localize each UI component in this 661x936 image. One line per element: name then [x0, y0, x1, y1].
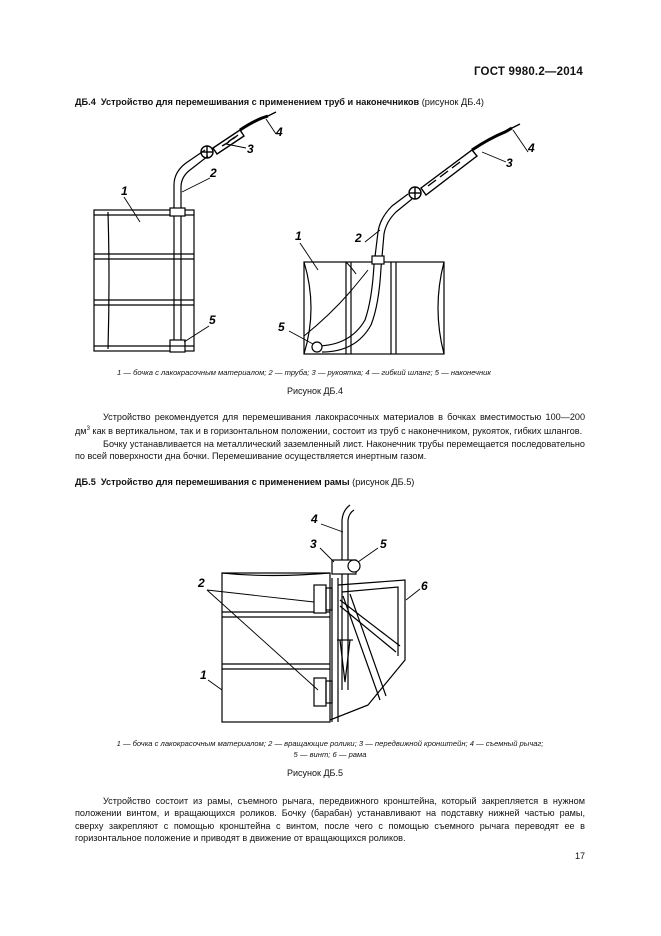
db5-label-6: 6 — [421, 579, 428, 593]
db4-label-1b: 1 — [295, 229, 302, 243]
legend-text: — передвижной кронштейн; — [363, 739, 470, 748]
db4-label-4a: 4 — [276, 125, 283, 139]
legend-text: — съемный рычаг; — [473, 739, 544, 748]
section-db5-number: ДБ.5 — [75, 477, 96, 487]
db5-label-3: 3 — [310, 537, 317, 551]
legend-text: — наконечник — [441, 368, 491, 377]
legend-text: — бочка с лакокрасочным материалом; — [120, 739, 269, 748]
db4-label-1a: 1 — [121, 184, 128, 198]
horizontal-handle — [409, 124, 520, 199]
db5-label-1: 1 — [200, 668, 207, 682]
db4-label-5a: 5 — [209, 313, 216, 327]
legend-num: 2 — [268, 739, 273, 748]
figure-db4-legend — [117, 368, 491, 377]
section-db5-title: Устройство для перемешивания с применением рамы — [100, 477, 350, 487]
db4-description — [75, 411, 585, 463]
db4-label-3b: 3 — [506, 156, 513, 170]
db4-label-4b: 4 — [528, 141, 535, 155]
legend-num: 5 — [434, 368, 439, 377]
legend-num: 2 — [268, 368, 273, 377]
page-number: 17 — [574, 851, 585, 861]
db4-label-2b: 2 — [355, 231, 362, 245]
figure-db5-legend — [75, 738, 585, 760]
db5-description — [75, 795, 585, 845]
legend-text: — бочка с лакокрасочным материалом; — [123, 368, 269, 377]
db5-label-2: 2 — [198, 576, 205, 590]
db5-label-4: 4 — [311, 512, 318, 526]
section-db4-title: Устройство для перемешивания с применением труб и наконечников — [100, 97, 420, 107]
frame-rollers — [314, 585, 332, 706]
frame-lever — [332, 505, 360, 690]
db4-label-2a: 2 — [210, 166, 217, 180]
db4-paragraph-1: Устройство рекомендуется для перемешивания лакокрасочных материалов в бочках вместимостью 100—200 $дм^3$ как в вертикальном, так и в горизонтальном положении, состоит из труб с наконечником, рукояток, гибких шлангов. — [75, 412, 585, 437]
legend-num: 1 — [116, 739, 121, 748]
standard-header: ГОСТ 9980.2—2014 — [473, 66, 583, 78]
legend-num: 6 — [332, 750, 337, 759]
legend-num: 4 — [469, 739, 474, 748]
legend-text: — вращающие ролики; — [272, 739, 359, 748]
db5-paragraph-1: Устройство состоит из рамы, съемного рычага, передвижного кронштейна, который закрепляется в нужном положении винтом, и вращающихся роликов. Бочку (барабан) устанавливают на подставку нижней частью рамы, сверху закрепляют с помощью кронштейна с винтом, после чего с помощью съемного рычага переводят ее в горизонтальное положение и приводят в движение от вращающихся роликов. — [75, 796, 585, 844]
legend-text: — гибкий шланг; — [371, 368, 435, 377]
vertical-tube — [170, 150, 208, 352]
section-db5-ref: (рисунок ДБ.5) — [352, 477, 415, 487]
legend-num: 4 — [365, 368, 370, 377]
db5-label-5: 5 — [380, 537, 387, 551]
legend-text: — винт; — [297, 750, 333, 759]
vertical-handle — [201, 112, 276, 158]
db4-label-3a: 3 — [247, 142, 254, 156]
section-db5-heading — [75, 477, 414, 487]
section-db4-number: ДБ.4 — [75, 97, 96, 107]
figure-db5-caption: Рисунок ДБ.5 — [287, 768, 343, 778]
horizontal-tube — [312, 194, 412, 352]
vertical-barrel — [94, 210, 194, 351]
figure-db4-caption: Рисунок ДБ.4 — [287, 386, 343, 396]
horizontal-barrel — [304, 262, 444, 354]
db4-paragraph-2: Бочку устанавливается на металлический заземленный лист. Наконечник трубы перемещается последовательно по всей поверхности дна бочки. Перемешивание осуществляется инертным газом. — [75, 438, 585, 462]
section-db4-ref: (рисунок ДБ.4) — [421, 97, 484, 107]
legend-num: 3 — [311, 368, 316, 377]
db4-label-5b: 5 — [278, 320, 285, 334]
legend-text: — рама — [336, 750, 367, 759]
legend-text: — рукоятка; — [317, 368, 366, 377]
legend-num: 3 — [358, 739, 364, 748]
legend-text: — труба; — [274, 368, 312, 377]
legend-num: 5 — [293, 750, 298, 759]
legend-num: 1 — [117, 368, 122, 377]
